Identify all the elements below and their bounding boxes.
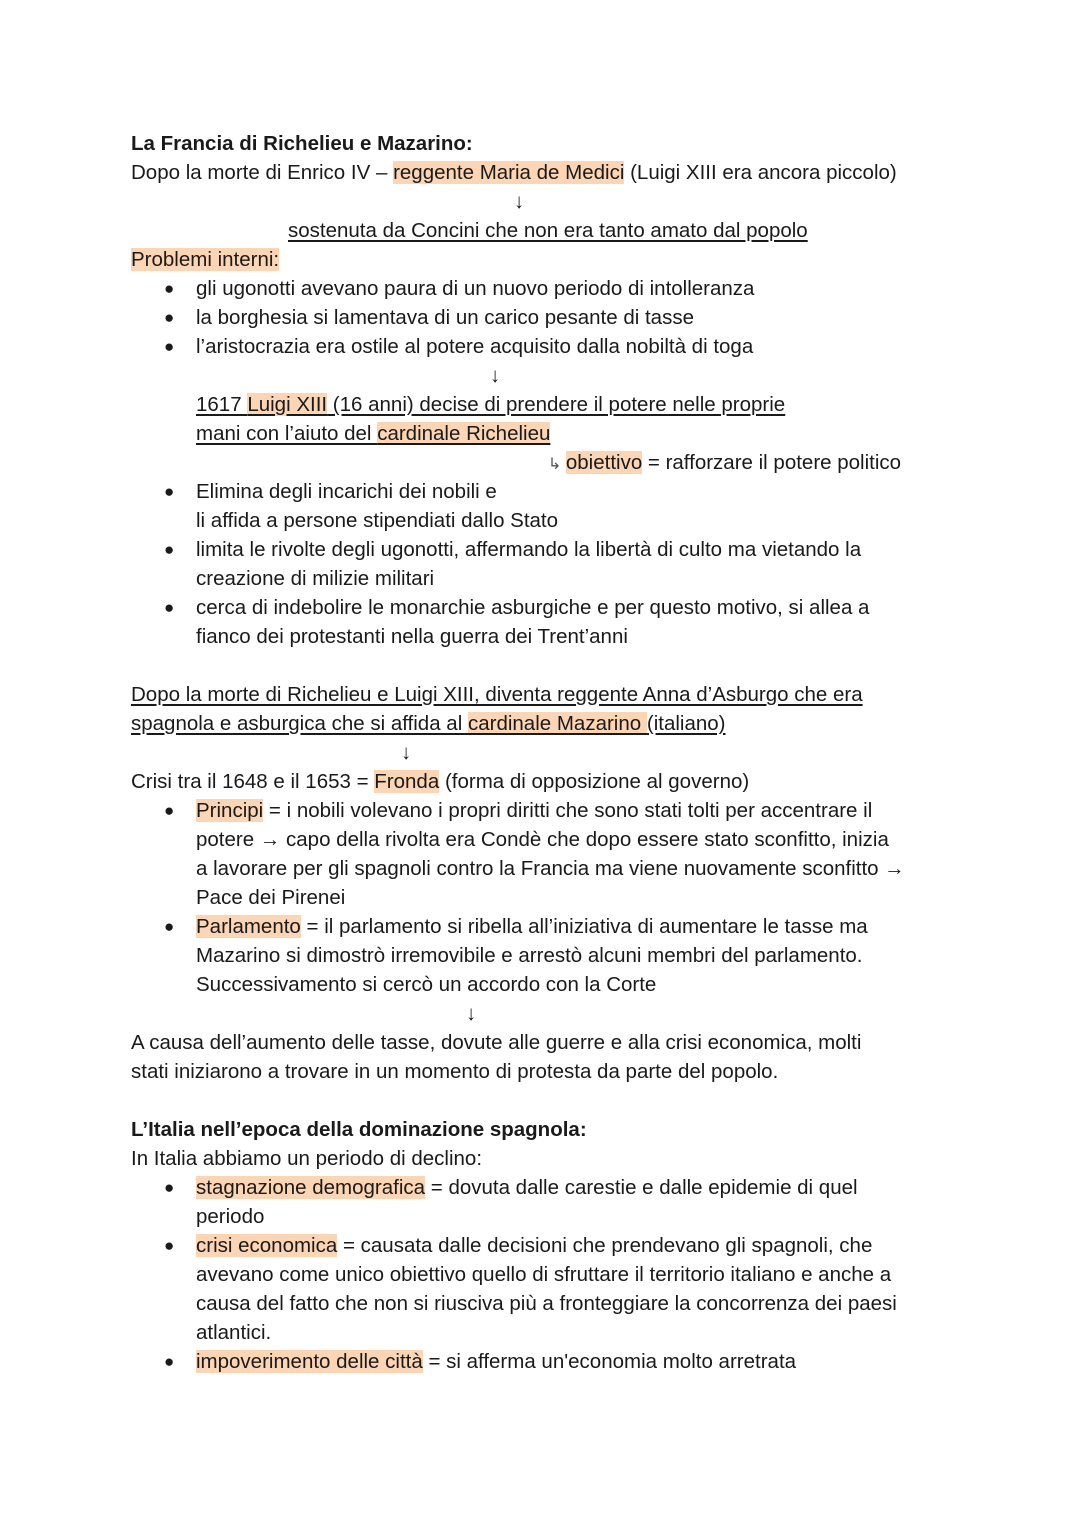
text-line: spagnola e asburgica che si affida al cardinale Mazarino (italiano)	[131, 712, 726, 735]
bullet-icon: ●	[164, 917, 175, 936]
list-item: Elimina degli incarichi dei nobili e	[196, 480, 497, 503]
list-item: stagnazione demografica = dovuta dalle carestie e dalle epidemie di quel	[196, 1176, 858, 1199]
list-item: Parlamento = il parlamento si ribella all’iniziativa di aumentare le tasse ma	[196, 915, 868, 938]
down-arrow-icon: ↓	[514, 190, 525, 213]
highlight: cardinale Richelieu	[377, 422, 551, 445]
highlight: stagnazione demografica	[196, 1176, 426, 1199]
list-item: cerca di indebolire le monarchie asburgiche e per questo motivo, si allea a	[196, 596, 870, 619]
section-title-francia: La Francia di Richelieu e Mazarino:	[131, 132, 473, 155]
list-item-cont: Pace dei Pirenei	[196, 886, 346, 909]
list-item: limita le rivolte degli ugonotti, affermando la libertà di culto ma vietando la	[196, 538, 862, 561]
text-line: Dopo la morte di Richelieu e Luigi XIII, diventa reggente Anna d’Asburgo che era	[131, 683, 863, 706]
bullet-icon: ●	[164, 337, 175, 356]
section-title-italia: L’Italia nell’epoca della dominazione spagnola:	[131, 1118, 587, 1141]
text-line: In Italia abbiamo un periodo di declino:	[131, 1147, 483, 1170]
list-item-cont: periodo	[196, 1205, 265, 1228]
bullet-icon: ●	[164, 1236, 175, 1255]
list-item-cont: li affida a persone stipendiati dallo Stato	[196, 509, 559, 532]
bullet-icon: ●	[164, 801, 175, 820]
bullet-icon: ●	[164, 1178, 175, 1197]
text-line: 1617 Luigi XIII (16 anni) decise di prendere il potere nelle proprie	[196, 393, 786, 416]
list-item: impoverimento delle città = si afferma un'economia molto arretrata	[196, 1350, 797, 1373]
list-item-cont: causa del fatto che non si riusciva più a fronteggiare la concorrenza dei paesi	[196, 1292, 897, 1315]
down-arrow-icon: ↓	[401, 741, 412, 764]
list-item: la borghesia si lamentava di un carico pesante di tasse	[196, 306, 694, 329]
list-item: Principi = i nobili volevano i propri diritti che sono stati tolti per accentrare il	[196, 799, 873, 822]
text-line: sostenuta da Concini che non era tanto amato dal popolo	[288, 219, 808, 242]
list-item-cont: Mazarino si dimostrò irremovibile e arrestò alcuni membri del parlamento.	[196, 944, 863, 967]
list-item-cont: atlantici.	[196, 1321, 272, 1344]
down-arrow-icon: ↓	[466, 1002, 477, 1025]
list-item: gli ugonotti avevano paura di un nuovo periodo di intolleranza	[196, 277, 755, 300]
return-arrow-icon: ↳	[548, 456, 566, 473]
text-line: Dopo la morte di Enrico IV – reggente Maria de Medici (Luigi XIII era ancora piccolo)	[131, 161, 897, 184]
list-item: crisi economica = causata dalle decisioni che prendevano gli spagnoli, che	[196, 1234, 873, 1257]
highlight: crisi economica	[196, 1234, 338, 1257]
down-arrow-icon: ↓	[490, 364, 501, 387]
highlight: cardinale Mazarino	[467, 712, 647, 735]
bullet-icon: ●	[164, 279, 175, 298]
highlight: reggente Maria de Medici	[393, 161, 625, 184]
list-item-cont: fianco dei protestanti nella guerra dei Trent’anni	[196, 625, 628, 648]
bullet-icon: ●	[164, 1352, 175, 1371]
highlight: Parlamento	[196, 915, 301, 938]
bullet-icon: ●	[164, 598, 175, 617]
problems-heading: Problemi interni:	[131, 248, 280, 271]
objective-line: ↳ obiettivo = rafforzare il potere politico	[548, 451, 902, 474]
bullet-icon: ●	[164, 540, 175, 559]
list-item-cont: avevano come unico obiettivo quello di sfruttare il territorio italiano e anche a	[196, 1263, 892, 1286]
bullet-icon: ●	[164, 482, 175, 501]
text-line: A causa dell’aumento delle tasse, dovute alle guerre e alla crisi economica, molti	[131, 1031, 862, 1054]
text-line: stati iniziarono a trovare in un momento di protesta da parte del popolo.	[131, 1060, 779, 1083]
list-item-cont: creazione di milizie militari	[196, 567, 435, 590]
highlight: Principi	[196, 799, 264, 822]
text-line: Crisi tra il 1648 e il 1653 = Fronda (forma di opposizione al governo)	[131, 770, 750, 793]
bullet-icon: ●	[164, 308, 175, 327]
list-item-cont: a lavorare per gli spagnoli contro la Francia ma viene nuovamente sconfitto →	[196, 857, 905, 880]
list-item-cont: potere → capo della rivolta era Condè che dopo essere stato sconfitto, inizia	[196, 828, 889, 851]
highlight: Luigi XIII	[247, 393, 328, 416]
list-item: l’aristocrazia era ostile al potere acquisito dalla nobiltà di toga	[196, 335, 754, 358]
highlight: Fronda	[374, 770, 440, 793]
list-item-cont: Successivamento si cercò un accordo con la Corte	[196, 973, 657, 996]
text-line: mani con l’aiuto del cardinale Richelieu	[196, 422, 551, 445]
highlight: obiettivo	[565, 451, 643, 474]
highlight: impoverimento delle città	[196, 1350, 423, 1373]
